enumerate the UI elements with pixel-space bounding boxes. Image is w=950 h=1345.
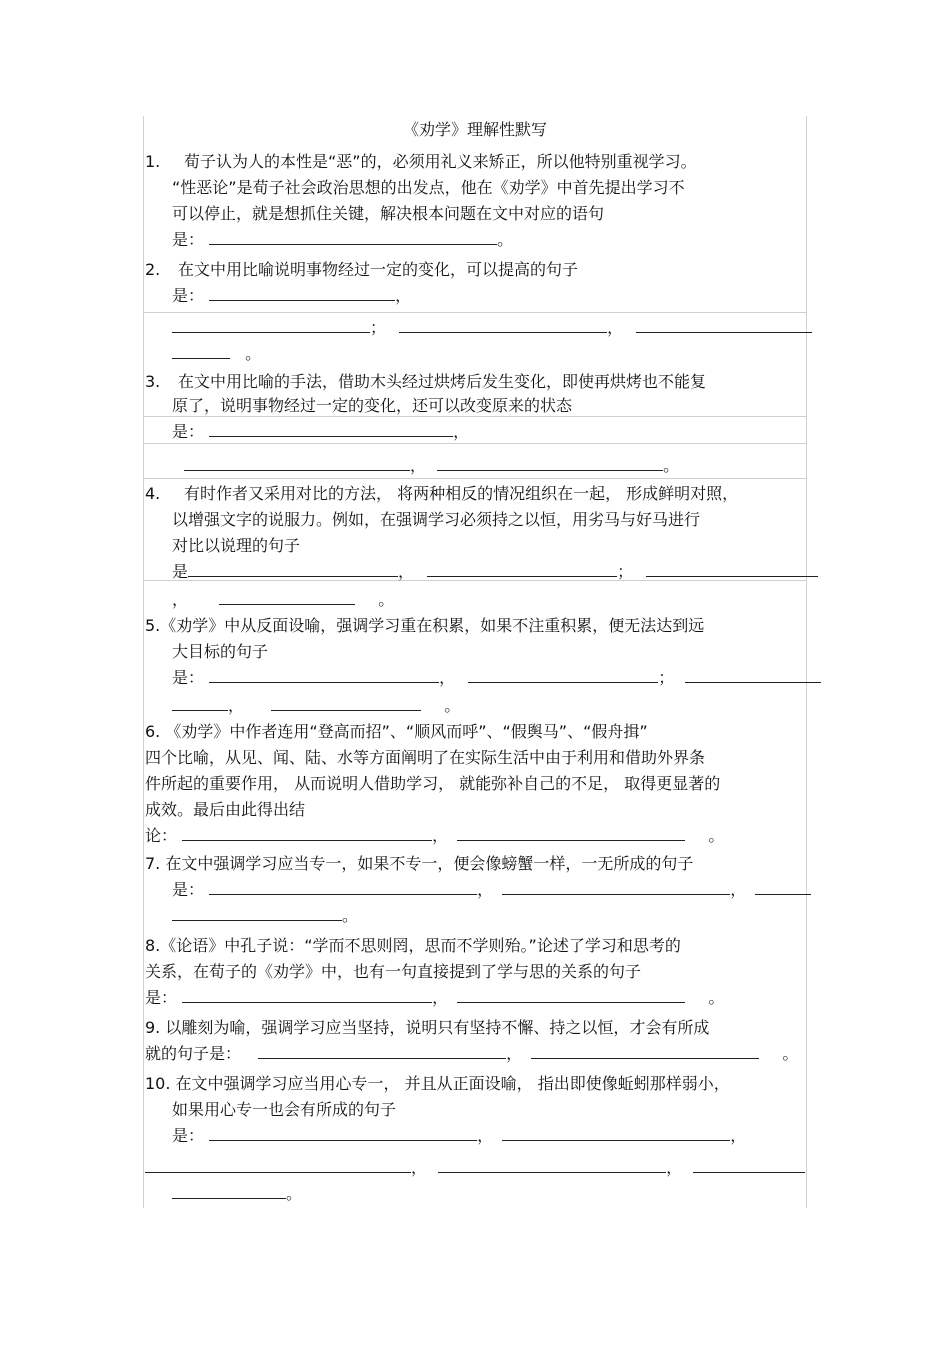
punctuation: ， bbox=[730, 880, 747, 899]
answer-blank[interactable] bbox=[437, 456, 663, 471]
question-10-answer-row bbox=[172, 1126, 746, 1146]
punctuation: ； bbox=[617, 562, 634, 581]
answer-blank[interactable] bbox=[172, 344, 230, 359]
answer-blank[interactable] bbox=[258, 1044, 506, 1059]
question-7-text: 7. 在文中强调学习应当专一，如果不专一，便会像螃蟹一样，一无所成的句子 bbox=[145, 854, 694, 873]
answer-blank[interactable] bbox=[457, 826, 685, 841]
question-6-text: 成效。最后由此得出结 bbox=[145, 800, 306, 819]
answer-prefix: 是： bbox=[172, 422, 205, 441]
answer-blank[interactable] bbox=[172, 906, 342, 921]
frame-divider bbox=[143, 312, 806, 313]
frame-divider bbox=[143, 416, 806, 417]
question-9-text: 9. 以雕刻为喻，强调学习应当坚持，说明只有坚持不懈、持之以恒，才会有所成 bbox=[145, 1018, 710, 1037]
question-2-text: 在文中用比喻说明事物经过一定的变化，可以提高的句子 bbox=[178, 260, 579, 279]
question-2-answer-row bbox=[172, 344, 261, 364]
question-10-answer-row bbox=[172, 1184, 302, 1204]
punctuation: 。 bbox=[708, 988, 725, 1007]
answer-blank[interactable] bbox=[755, 880, 811, 895]
question-4-text: 对比以说理的句子 bbox=[172, 536, 301, 555]
answer-blank[interactable] bbox=[209, 286, 395, 301]
question-2-answer-row bbox=[172, 318, 812, 338]
question-1-text: “性恶论”是荀子社会政治思想的出发点，他在《劝学》中首先提出学习不 bbox=[172, 178, 685, 197]
question-6-answer-row bbox=[145, 826, 724, 846]
answer-blank[interactable] bbox=[502, 1126, 730, 1141]
question-1-number: 1. bbox=[145, 152, 161, 171]
answer-prefix: 是： bbox=[172, 1126, 205, 1145]
punctuation: 。 bbox=[708, 826, 725, 845]
answer-blank[interactable] bbox=[209, 422, 453, 437]
punctuation: ， bbox=[506, 1044, 523, 1063]
question-3-answer-row bbox=[184, 456, 679, 476]
question-3-text: 原了，说明事物经过一定的变化，还可以改变原来的状态 bbox=[172, 396, 573, 415]
punctuation: ， bbox=[398, 562, 415, 581]
question-4-number: 4. bbox=[145, 484, 161, 503]
answer-blank[interactable] bbox=[184, 456, 410, 471]
question-3-number: 3. bbox=[145, 372, 161, 391]
answer-blank[interactable] bbox=[145, 1158, 411, 1173]
answer-prefix: 是： bbox=[172, 230, 205, 249]
answer-blank[interactable] bbox=[438, 1158, 666, 1173]
punctuation: ； bbox=[658, 668, 675, 687]
punctuation: ， bbox=[432, 988, 449, 1007]
question-5-answer-row bbox=[172, 668, 821, 688]
punctuation: ， bbox=[432, 826, 449, 845]
punctuation: 。 bbox=[342, 906, 359, 925]
punctuation: ， bbox=[439, 668, 456, 687]
answer-prefix: 论： bbox=[145, 826, 178, 845]
answer-blank[interactable] bbox=[685, 668, 821, 683]
question-6-text: 6. 《劝学》中作者连用“登高而招”、“顺风而呼”、“假舆马”、“假舟揖” bbox=[145, 722, 648, 741]
question-8-answer-row bbox=[145, 988, 724, 1008]
answer-blank[interactable] bbox=[399, 318, 607, 333]
punctuation: 。 bbox=[663, 456, 680, 475]
question-7-answer-row bbox=[172, 906, 358, 926]
punctuation: ， bbox=[395, 286, 412, 305]
punctuation: ， bbox=[453, 422, 470, 441]
question-2-answer-row bbox=[172, 286, 411, 306]
answer-blank[interactable] bbox=[209, 668, 439, 683]
punctuation: 。 bbox=[378, 590, 395, 609]
answer-prefix: 是： bbox=[145, 988, 178, 1007]
answer-blank[interactable] bbox=[209, 880, 477, 895]
answer-prefix: 是： bbox=[172, 668, 205, 687]
question-6-text: 件所起的重要作用， 从而说明人借助学习， 就能弥补自己的不足， 取得更显著的 bbox=[145, 774, 721, 793]
frame-divider bbox=[143, 443, 806, 444]
punctuation: ， bbox=[730, 1126, 747, 1145]
punctuation: 。 bbox=[286, 1184, 303, 1203]
punctuation: ， bbox=[172, 590, 189, 609]
frame-right-line bbox=[806, 116, 807, 1208]
answer-blank[interactable] bbox=[182, 826, 432, 841]
punctuation: 。 bbox=[444, 696, 461, 715]
answer-blank[interactable] bbox=[457, 988, 685, 1003]
question-7-answer-row bbox=[172, 880, 811, 900]
question-1-answer-row bbox=[172, 230, 513, 250]
answer-blank[interactable] bbox=[427, 562, 617, 577]
punctuation: 。 bbox=[245, 344, 262, 363]
punctuation: 。 bbox=[497, 230, 514, 249]
question-8-text: 8.《论语》中孔子说：“学而不思则罔，思而不学则殆。”论述了学习和思考的 bbox=[145, 936, 681, 955]
punctuation: ， bbox=[228, 696, 245, 715]
punctuation: ； bbox=[370, 318, 387, 337]
answer-blank[interactable] bbox=[182, 988, 432, 1003]
answer-prefix: 是 bbox=[172, 562, 189, 581]
answer-blank[interactable] bbox=[172, 318, 370, 333]
answer-blank[interactable] bbox=[646, 562, 818, 577]
answer-blank[interactable] bbox=[531, 1044, 759, 1059]
question-3-text: 在文中用比喻的手法，借助木头经过烘烤后发生变化，即使再烘烤也不能复 bbox=[178, 372, 707, 391]
answer-blank[interactable] bbox=[172, 1184, 286, 1199]
punctuation: ， bbox=[666, 1158, 683, 1177]
answer-prefix: 是： bbox=[172, 880, 205, 899]
question-4-text: 有时作者又采用对比的方法， 将两种相反的情况组织在一起， 形成鲜明对照， bbox=[184, 484, 739, 503]
question-10-text: 10. 在文中强调学习应当用心专一， 并且从正面设喻， 指出即使像蚯蚓那样弱小， bbox=[145, 1074, 730, 1093]
question-8-text: 关系，在荀子的《劝学》中，也有一句直接提到了学与思的关系的句子 bbox=[145, 962, 642, 981]
question-3-answer-row bbox=[172, 422, 469, 442]
question-6-text: 四个比喻，从见、闻、陆、水等方面阐明了在实际生活中由于利用和借助外界条 bbox=[145, 748, 706, 767]
question-2-number: 2. bbox=[145, 260, 161, 279]
answer-blank[interactable] bbox=[209, 230, 497, 245]
answer-blank[interactable] bbox=[271, 696, 421, 711]
answer-blank[interactable] bbox=[468, 668, 658, 683]
answer-prefix: 就的句子是： bbox=[145, 1044, 242, 1063]
punctuation: 。 bbox=[782, 1044, 799, 1063]
frame-left-line bbox=[143, 116, 144, 1208]
question-1-text: 荀子认为人的本性是“恶”的，必须用礼义来矫正，所以他特别重视学习。 bbox=[184, 152, 697, 171]
question-5-text: 大目标的句子 bbox=[172, 642, 269, 661]
answer-blank[interactable] bbox=[219, 590, 355, 605]
question-1-text: 可以停止，就是想抓住关键，解决根本问题在文中对应的语句 bbox=[172, 204, 605, 223]
answer-blank[interactable] bbox=[209, 1126, 477, 1141]
question-5-text: 5.《劝学》中从反面设喻，强调学习重在积累，如果不注重积累，便无法达到远 bbox=[145, 616, 705, 635]
answer-blank[interactable] bbox=[502, 880, 730, 895]
question-5-answer-row bbox=[172, 696, 460, 716]
punctuation: ， bbox=[411, 1158, 428, 1177]
question-10-answer-row bbox=[145, 1158, 805, 1178]
answer-blank[interactable] bbox=[636, 318, 812, 333]
punctuation: ， bbox=[477, 1126, 494, 1145]
frame-divider bbox=[143, 478, 806, 479]
punctuation: ， bbox=[477, 880, 494, 899]
page-title: 《劝学》理解性默写 bbox=[402, 120, 547, 139]
question-4-text: 以增强文字的说服力。例如，在强调学习必须持之以恒，用劣马与好马进行 bbox=[172, 510, 701, 529]
question-9-answer-row bbox=[145, 1044, 798, 1064]
question-4-answer-row bbox=[172, 562, 818, 582]
answer-blank[interactable] bbox=[188, 562, 398, 577]
answer-blank[interactable] bbox=[172, 696, 228, 711]
punctuation: ， bbox=[410, 456, 427, 475]
punctuation: ， bbox=[607, 318, 624, 337]
question-4-answer-row bbox=[172, 590, 394, 610]
question-10-text: 如果用心专一也会有所成的句子 bbox=[172, 1100, 397, 1119]
answer-prefix: 是： bbox=[172, 286, 205, 305]
answer-blank[interactable] bbox=[693, 1158, 805, 1173]
